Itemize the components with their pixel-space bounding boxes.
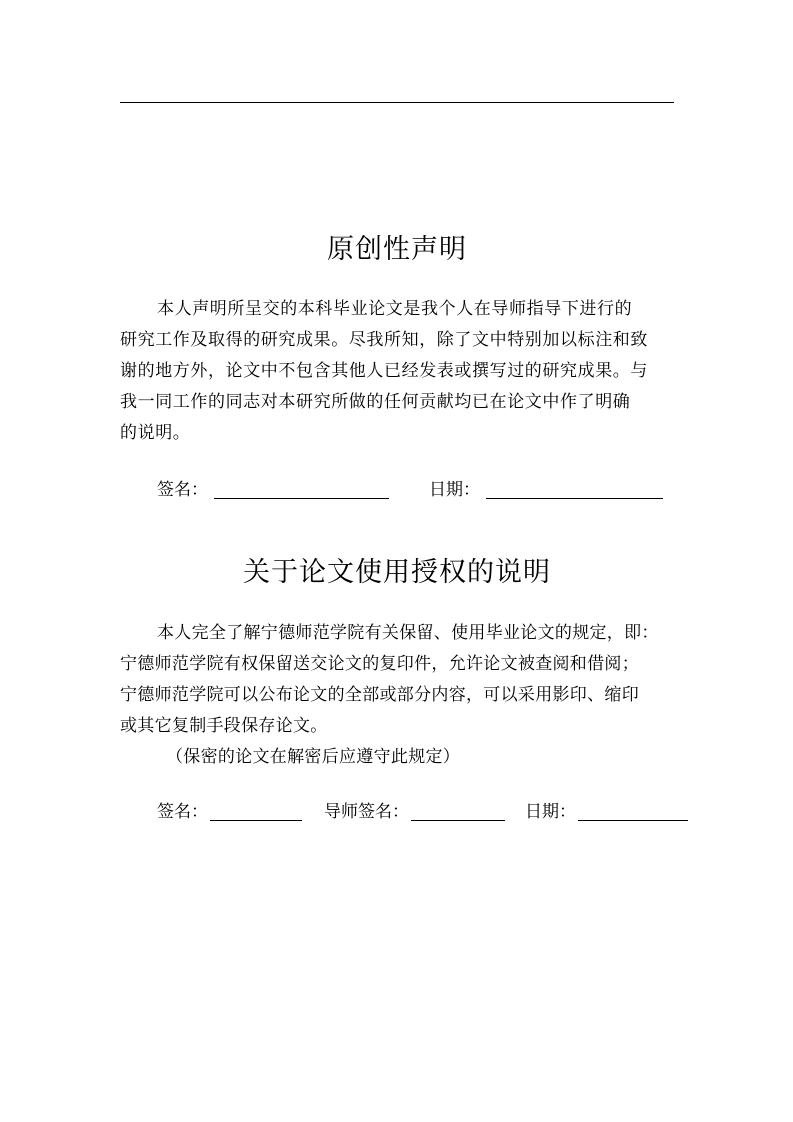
signature-label: 签名： <box>157 802 208 822</box>
authorization-paragraph <box>120 618 676 773</box>
authorization-signature-row <box>157 800 688 824</box>
authorization-line: 宁德师范学院可以公布论文的全部或部分内容，可以采用影印、缩印 <box>120 685 639 705</box>
signature-field[interactable] <box>214 480 389 499</box>
date-field[interactable] <box>486 480 663 499</box>
authorization-line: 或其它复制手段保存论文。 <box>120 716 328 736</box>
declaration-line: 的说明。 <box>120 423 191 443</box>
authorization-title: 关于论文使用授权的说明 <box>243 557 551 588</box>
declaration-line: 研究工作及取得的研究成果。尽我所知，除了文中特别加以标注和致 <box>120 330 648 350</box>
header-rule <box>120 102 674 103</box>
signature-label: 签名： <box>157 480 208 500</box>
authorization-line: 宁德师范学院有权保留送交论文的复印件，允许论文被查阅和借阅； <box>120 654 639 674</box>
declaration-line: 本人声明所呈交的本科毕业论文是我个人在导师指导下进行的 <box>157 299 633 319</box>
advisor-signature-field[interactable] <box>411 802 505 821</box>
declaration-title: 原创性声明 <box>327 234 467 265</box>
declaration-signature-row <box>157 478 663 502</box>
advisor-signature-label: 导师签名： <box>324 802 409 822</box>
authorization-line: 本人完全了解宁德师范学院有关保留、使用毕业论文的规定，即： <box>157 623 659 643</box>
signature-field[interactable] <box>210 802 302 821</box>
declaration-paragraph <box>120 294 676 449</box>
declaration-line: 我一同工作的同志对本研究所做的任何贡献均已在论文中作了明确 <box>120 392 631 412</box>
date-field[interactable] <box>578 802 688 821</box>
date-label: 日期： <box>429 480 480 500</box>
date-label: 日期： <box>525 802 576 822</box>
authorization-note: （保密的论文在解密后应遵守此规定） <box>166 747 461 767</box>
declaration-line: 谢的地方外，论文中不包含其他人已经发表或撰写过的研究成果。与 <box>120 361 648 381</box>
